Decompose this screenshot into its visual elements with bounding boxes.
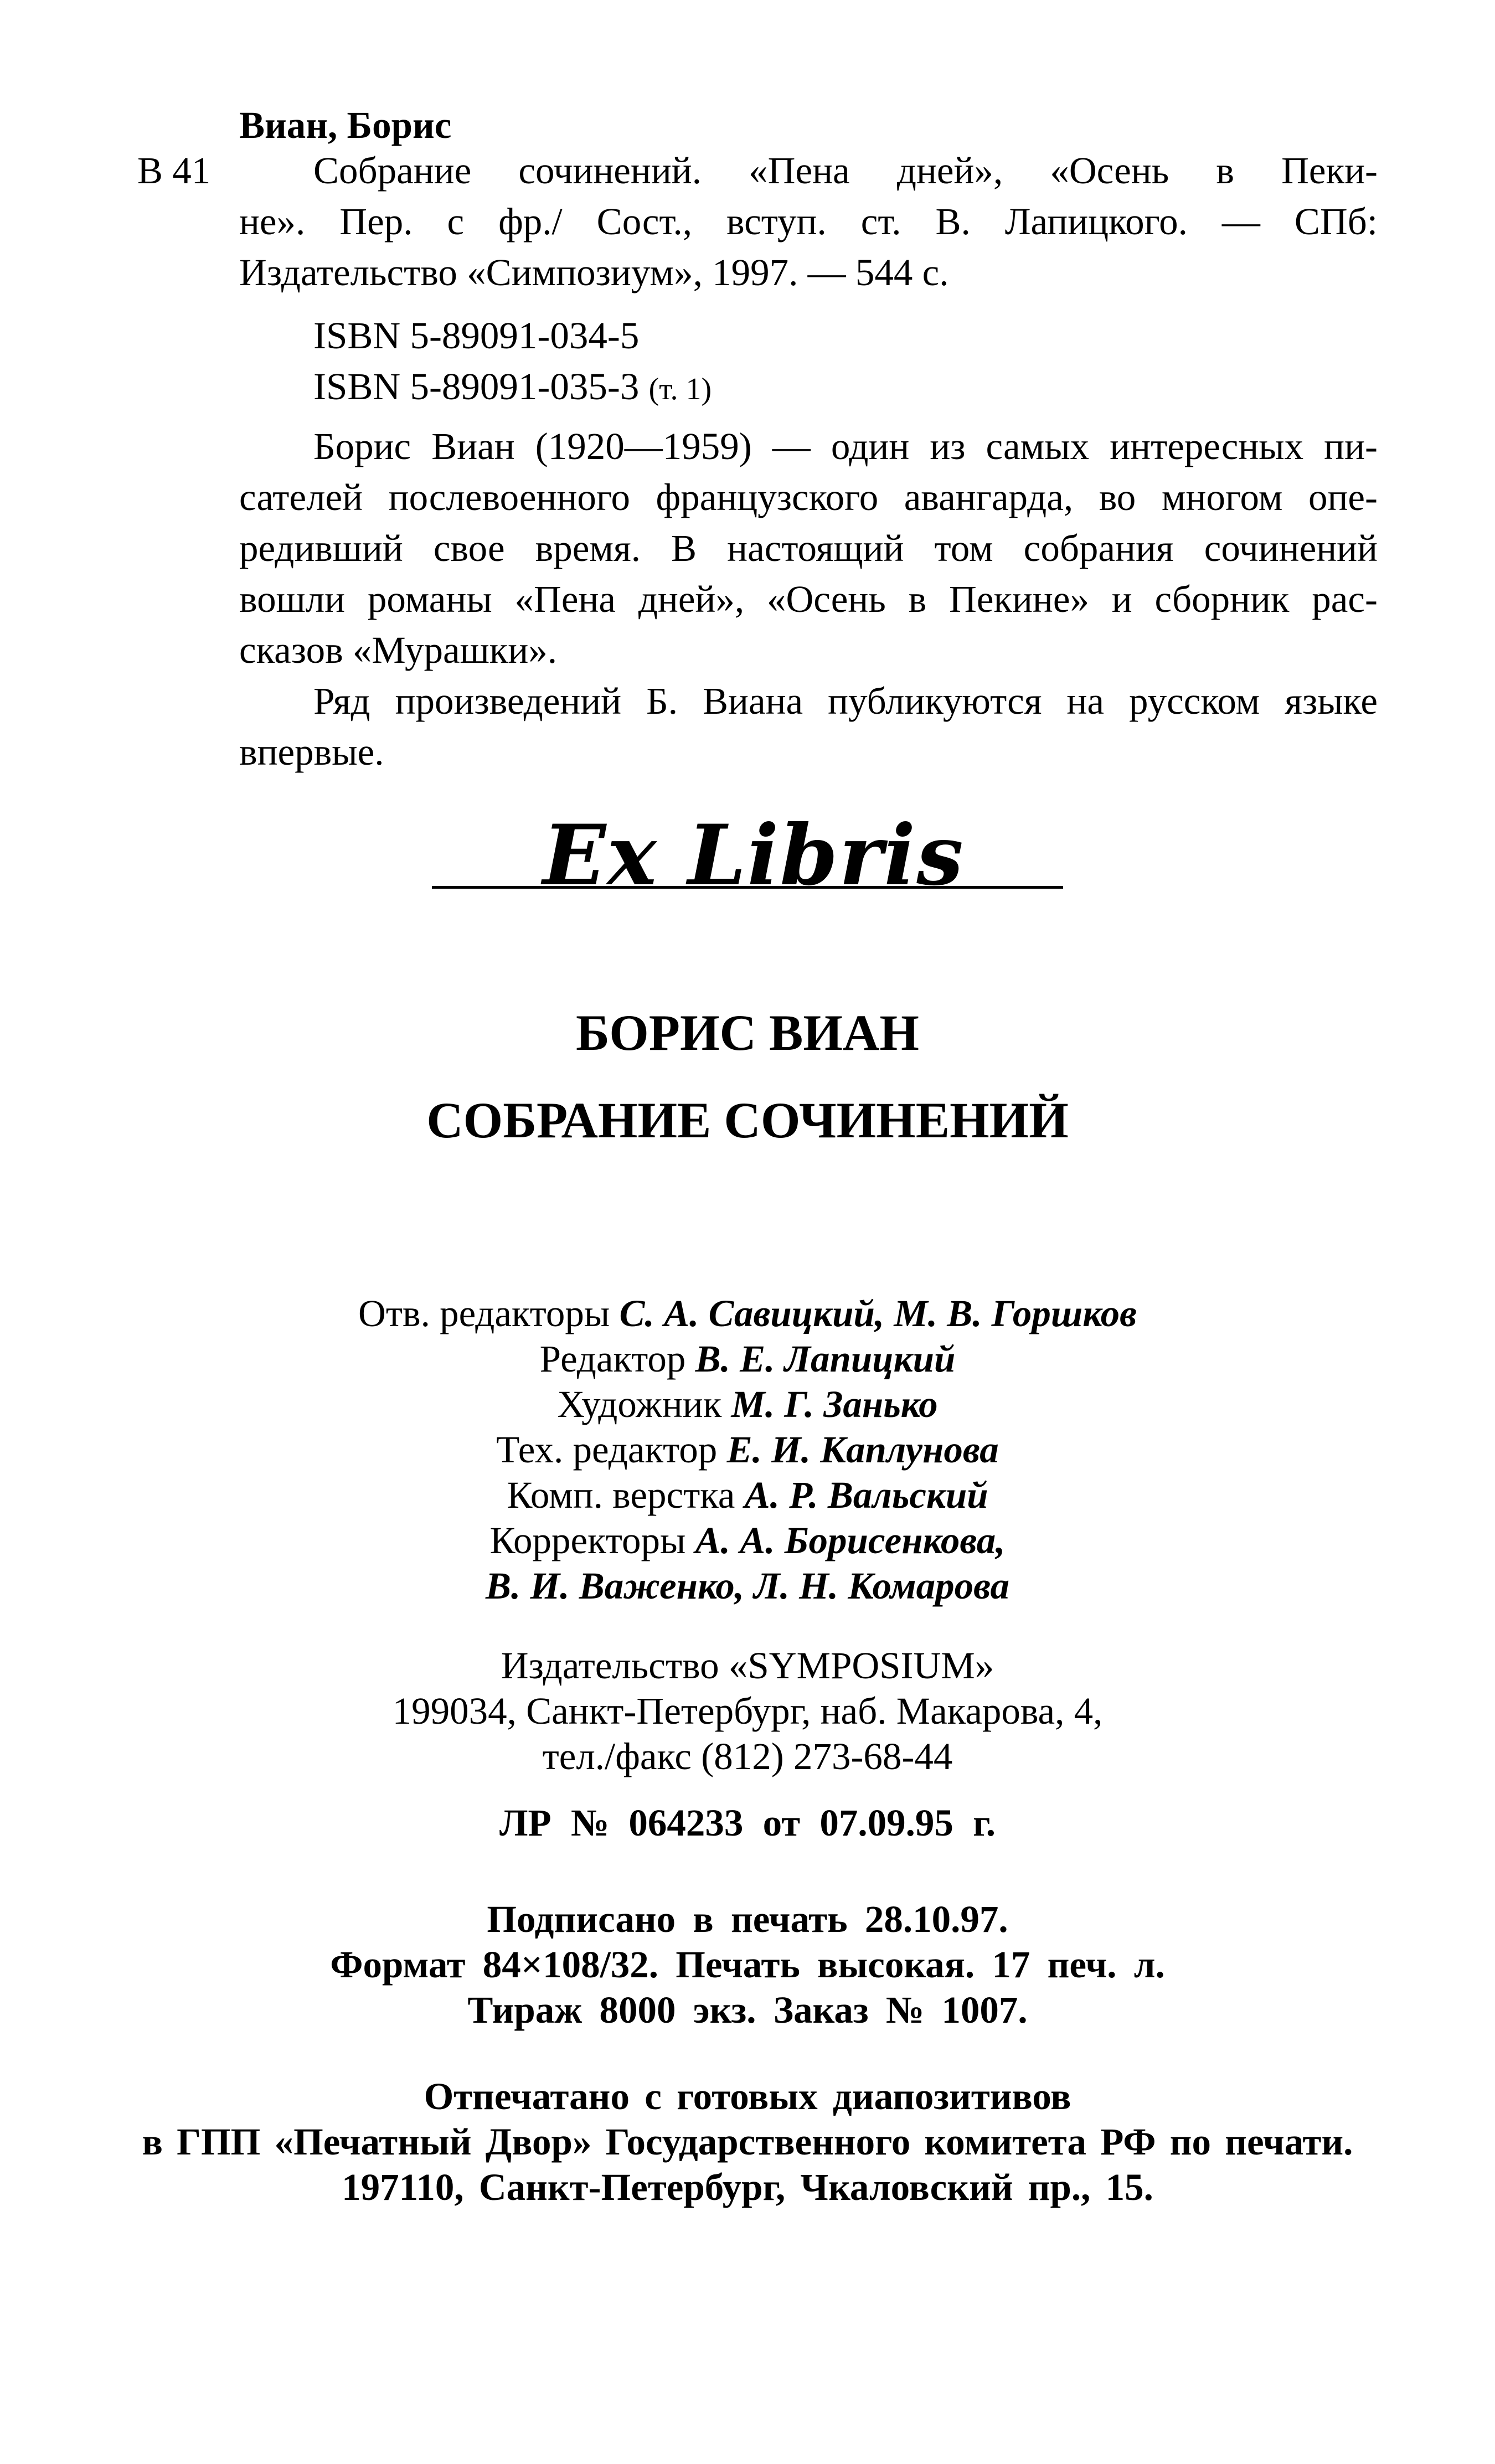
catalog-code: В 41 [137,150,211,192]
note-line-2: впервые. [239,731,384,773]
credit-line: Корректоры А. А. Борисенкова, [489,1519,1006,1561]
book-author-heading: БОРИС ВИАН [576,1004,919,1061]
book-title-heading: СОБРАНИЕ СОЧИНЕНИЙ [426,1092,1069,1148]
publisher-name: Издательство «SYMPOSIUM» [501,1645,994,1687]
annotation-line-4: вошли романы «Пена дней», «Осень в Пекине» и сборник рас- [239,578,1378,620]
isbn-2 [313,361,712,415]
annotation-line-5: сказов «Мурашки». [239,629,558,671]
isbn-2-note: (т. 1) [648,372,712,406]
credit-line: В. И. Важенко, Л. Н. Комарова [486,1565,1009,1607]
credit-line: Редактор В. Е. Лапицкий [539,1338,956,1380]
printer-line-2: в ГПП «Печатный Двор» Государственного комитета РФ по печати. [142,2121,1353,2163]
annotation-line-2: сателей послевоенного французского авангарда, во многом опе- [239,476,1378,518]
print-format: Формат 84×108/32. Печать высокая. 17 печ. л. [330,1944,1165,1986]
print-signed: Подписано в печать 28.10.97. [487,1898,1008,1940]
desc-line-1: Собрание сочинений. «Пена дней», «Осень в Пеки- [313,150,1378,192]
publisher-phone: тел./факс (812) 273-68-44 [542,1735,953,1777]
printer-line-3: 197110, Санкт-Петербург, Чкаловский пр., 15. [342,2166,1153,2208]
note-line-1: Ряд произведений Б. Виана публикуются на русском языке [313,680,1378,722]
printer-line-1: Отпечатано с готовых диапозитивов [424,2075,1071,2117]
isbn-2-number: ISBN 5-89091-035-3 [313,365,640,408]
exlibris-logo-text: Ex Libris [543,807,965,904]
credit-line: Комп. верстка А. Р. Вальский [507,1474,988,1516]
isbn-1: ISBN 5-89091-034-5 [313,315,640,357]
author-name: Виан, Борис [239,104,452,146]
credit-line: Отв. редакторы С. А. Савицкий, М. В. Горшков [358,1292,1137,1334]
desc-line-2: не». Пер. с фр./ Сост., вступ. ст. В. Лапицкого. — СПб: [239,200,1378,243]
annotation-line-3: редивший свое время. В настоящий том собрания сочинений [239,527,1378,569]
print-run: Тираж 8000 экз. Заказ № 1007. [467,1989,1028,2031]
credit-line: Тех. редактор Е. И. Каплунова [496,1429,999,1471]
license-number: ЛР № 064233 от 07.09.95 г. [499,1802,996,1844]
desc-line-3: Издательство «Симпозиум», 1997. — 544 с. [239,251,949,293]
credit-line: Художник М. Г. Занько [557,1383,938,1425]
publisher-address: 199034, Санкт-Петербург, наб. Макарова, 4, [392,1690,1103,1732]
annotation-line-1: Борис Виан (1920—1959) — один из самых интересных пи- [313,425,1378,467]
